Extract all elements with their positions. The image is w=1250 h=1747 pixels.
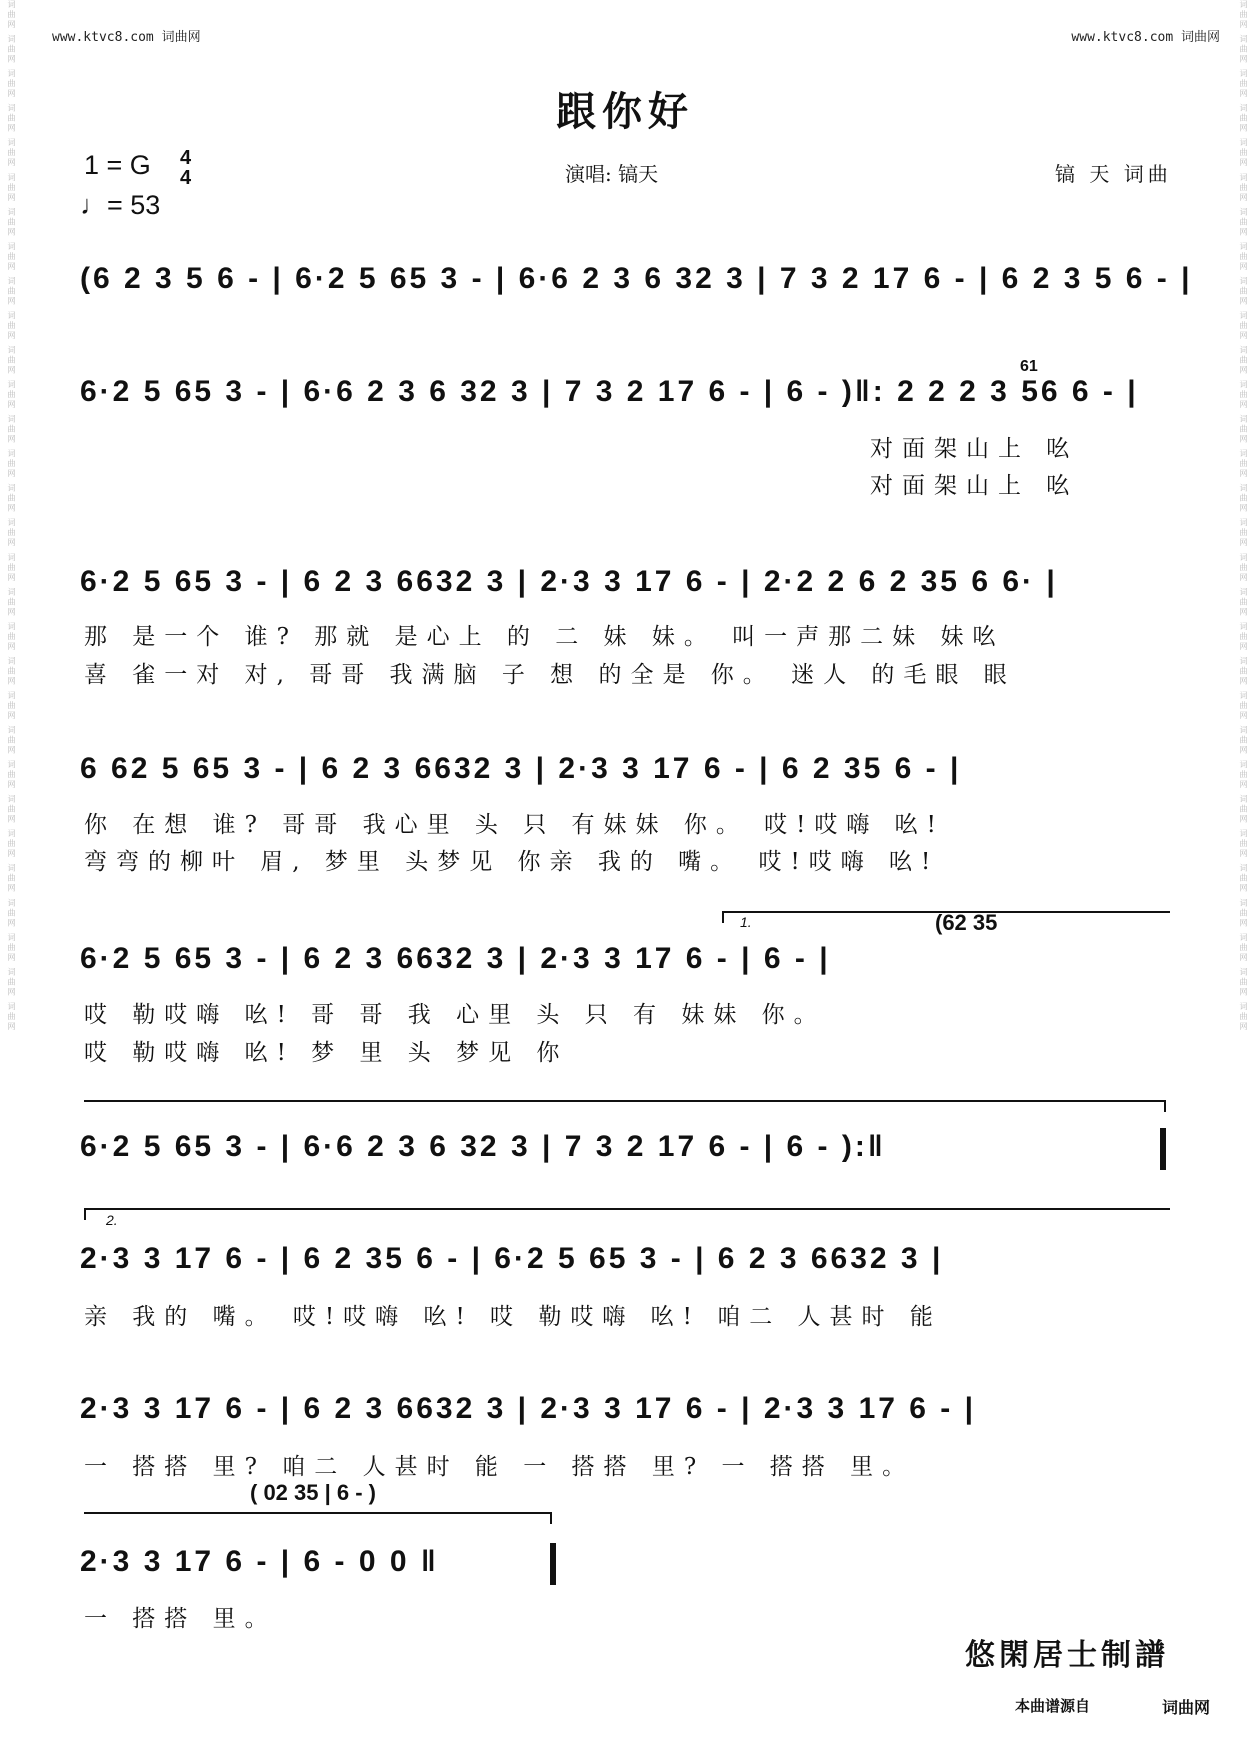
score-line-7: 2·3 3 17 6 - | 6 2 35 6 - | 6·2 5 65 3 - | 6 2 3 6632 3 | [80, 1242, 944, 1275]
intro-lyric-2: 对面架山上 吆 [870, 473, 1079, 499]
intro-lyric-1: 对面架山上 吆 [870, 436, 1079, 462]
volta-bracket-continue [84, 1100, 1166, 1112]
volta-2-label: 2. [106, 1212, 118, 1228]
lyric-line-9: 一 搭搭 里。 [84, 1606, 277, 1632]
lyric-line-5a: 哎 勒哎嗨 吆! 哥 哥 我 心里 头 只 有 妹妹 你。 [84, 1002, 826, 1028]
right-watermark-strip: 词曲网 词曲网 词曲网 词曲网 词曲网 词曲网 词曲网 词曲网 词曲网 词曲网 词曲网 词曲网 词曲网 词曲网 词曲网 词曲网 词曲网 词曲网 词曲网 词曲网 词曲网 词曲网 词曲网 词曲网 词曲网 词曲网 词曲网 词曲网 词曲网 词曲网 [1239, 0, 1248, 1032]
time-signature-top: 4 [180, 147, 192, 169]
time-signature-bottom: 4 [180, 167, 192, 189]
lyric-line-7: 亲 我的 嘴。 哎!哎嗨 吆! 哎 勒哎嗨 吆! 咱二 人甚时 能 [84, 1304, 942, 1330]
lyric-line-8: 一 搭搭 里? 咱二 人甚时 能 一 搭搭 里? 一 搭搭 里。 [84, 1454, 915, 1480]
source-note: 本曲谱源自 [1015, 1698, 1091, 1715]
volta-bracket-final [84, 1512, 552, 1524]
lyric-line-3a: 那 是一个 谁? 那就 是心上 的 二 妹 妹。 叫一声那二妹 妹吆 [84, 624, 1005, 650]
repeat-end-barline [1160, 1128, 1166, 1170]
song-title: 跟你好 [556, 88, 694, 135]
volta-bracket-2 [84, 1208, 1170, 1220]
brand-label: 词曲网 [1162, 1700, 1211, 1717]
left-watermark-strip: 词曲网 词曲网 词曲网 词曲网 词曲网 词曲网 词曲网 词曲网 词曲网 词曲网 词曲网 词曲网 词曲网 词曲网 词曲网 词曲网 词曲网 词曲网 词曲网 词曲网 词曲网 词曲网 词曲网 词曲网 词曲网 词曲网 词曲网 词曲网 词曲网 词曲网 [7, 0, 16, 1032]
score-line-5: 6·2 5 65 3 - | 6 2 3 6632 3 | 2·3 3 17 6 - | 6 - | [80, 942, 831, 975]
transcriber-signature: 悠閑居士制譜 [965, 1638, 1169, 1673]
grace-note: 61 [1020, 358, 1038, 375]
alt-ending-2: ( 02 35 | 6 - ) [250, 1480, 376, 1505]
composer-credit: 镐 天 词曲 [1055, 162, 1172, 186]
final-barline [550, 1543, 556, 1585]
score-line-6: 6·2 5 65 3 - | 6·6 2 3 6 32 3 | 7 3 2 17 6 - | 6 - ):‖ [80, 1130, 886, 1163]
site-url-left: www.ktvc8.com 词曲网 [52, 30, 201, 45]
key-signature: 1 = G [84, 150, 151, 180]
tempo-marking: ♩= 53 [80, 190, 161, 220]
alt-ending-1: (62 35 [935, 910, 998, 935]
lyric-line-4b: 弯弯的柳叶 眉, 梦里 头梦见 你亲 我的 嘴。 哎!哎嗨 吆! [84, 849, 940, 875]
score-line-8: 2·3 3 17 6 - | 6 2 3 6632 3 | 2·3 3 17 6 - | 2·3 3 17 6 - | [80, 1392, 977, 1425]
time-signature [180, 148, 191, 188]
lyric-line-4a: 你 在想 谁? 哥哥 我心里 头 只 有妹妹 你。 哎!哎嗨 吆! [84, 812, 945, 838]
singer-credit: 演唱: 镐天 [565, 162, 659, 186]
lyric-line-3b: 喜 雀一对 对, 哥哥 我满脑 子 想 的全是 你。 迷人 的毛眼 眼 [84, 662, 1016, 688]
score-line-1: (6 2 3 5 6 - | 6·2 5 65 3 - | 6·6 2 3 6 32 3 | 7 3 2 17 6 - | 6 2 3 5 6 - | [80, 262, 1193, 295]
score-line-9: 2·3 3 17 6 - | 6 - 0 0 ‖ [80, 1545, 439, 1578]
score-line-4: 6 62 5 65 3 - | 6 2 3 6632 3 | 2·3 3 17 6 - | 6 2 35 6 - | [80, 752, 962, 785]
score-line-2: 6·2 5 65 3 - | 6·6 2 3 6 32 3 | 7 3 2 17 6 - | 6 - )‖: 2 2 2 3 56 6 - | [80, 375, 1139, 408]
score-line-3: 6·2 5 65 3 - | 6 2 3 6632 3 | 2·3 3 17 6 - | 2·2 2 6 2 35 6 6· | [80, 565, 1058, 598]
volta-1-label: 1. [740, 914, 752, 930]
lyric-line-5b: 哎 勒哎嗨 吆! 梦 里 头 梦见 你 [84, 1040, 569, 1066]
site-url-right: www.ktvc8.com 词曲网 [1071, 30, 1220, 45]
